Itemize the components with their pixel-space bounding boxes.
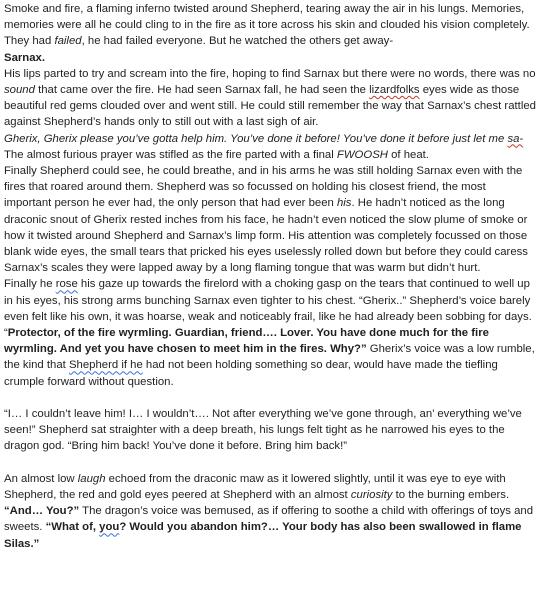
- paragraph-gap: [4, 455, 536, 471]
- paragraph-lips-parted: His lips parted to try and scream into the fire, hoping to find Sarnax but there were no words, there was no sound that came over the fire. He had seen Sarnax fall, he had seen the lizardfolks eyes wide as those beautiful red gems clouded over and went still. He could still remember the way that Sarnax’s chest rattled against Shepherd’s hands only to still out with a last sigh of air.: [4, 67, 536, 129]
- spellcheck-sa[interactable]: sa-: [507, 132, 524, 145]
- spellcheck-lizardfolks[interactable]: lizardfolks: [369, 84, 420, 97]
- paragraph-couldnt-leave: “I… I couldn’t leave him! I… I wouldn’t…. Not after everything we’ve gone through, an’ everything we’ve seen!” Shepherd sat straighter with a deep breath, his lungs felt tight as he narrowed his eyes to the dragon god. “Bring him back! You’ve done it before. Bring him back!”: [4, 408, 522, 453]
- paragraph-finally-see: Finally Shepherd could see, he could breathe, and in his arms he was still holding Sarnax even with the fires that roared around them. Shepherd was so focussed on holding his closest friend, the most important person he ever had, the only person that had ever been his. He hadn’t noticed as the long draconic snout of Gherix rested inches from his face, he hadn’t even noticed the slow plume of smoke or how it twisted around Shepherd and Sarnax’s limp form. His attention was completely focussed on those blank wide eyes, the small tears that pricked his eyes uselessly rolled down but before they could caress Sarnax’s scales they were lapped away by a long flaming tongue that was warm but didn’t hurt.: [4, 165, 528, 275]
- paragraph-low-laugh: An almost low laugh echoed from the draconic maw as it lowered slightly, until it was eye to eye with Shepherd, the red and gold eyes peered at Shepherd with an almost curiosity to the burning embers. “And… You?” The dragon’s voice was bemused, as if offering to soothe a child with offerings of toys and sweets. “What of, you? Would you abandon him?… Your body has also been swallowed in flame Silas.”: [4, 472, 534, 550]
- paragraph-protector: “Protector, of the fire wyrmling. Guardian, friend…. Lover. You have done much for the fire wyrmling. And yet you have chosen to meet him in the fires. Why?” Gherix’s voice was a low rumble, the kind that Shepherd if he had not been holding something so dear, would have made the tiefling crumple forward without question.: [4, 327, 535, 388]
- paragraph-sarnax-heading: Sarnax.: [4, 51, 45, 64]
- paragraph-rose-gaze: Finally he rose his gaze up towards the firelord with a choking gasp on the tears that continued to well up in his eyes, his strong arms bunching Sarnax even tighter to his chest. “Gherix..” Shepherd’s voice barely even felt like his own, it was hoarse, weak and noticeably frail, like he had already been sobbing for days.: [4, 278, 532, 323]
- paragraph-gap: [4, 390, 536, 406]
- grammar-check-rose[interactable]: rose: [55, 278, 78, 291]
- grammar-check-you[interactable]: you: [99, 521, 120, 534]
- paragraph-smoke-and-fire: Smoke and fire, a flaming inferno twisted around Shepherd, tearing away the air in his lungs. Memories, memories were all he could cling to in the fire as it tore across his skin and clouded his vision completely. They had failed, he had failed everyone. But he watched the others get away-: [4, 3, 530, 48]
- paragraph-prayer: Gherix, Gherix please you’ve gotta help him. You’ve done it before! You’ve done it before just let me sa- The almost furious prayer was stifled as the fire parted with a final FWOOSH of heat.: [4, 132, 524, 161]
- grammar-check-shepherd-if-he[interactable]: Shepherd if he: [68, 359, 143, 372]
